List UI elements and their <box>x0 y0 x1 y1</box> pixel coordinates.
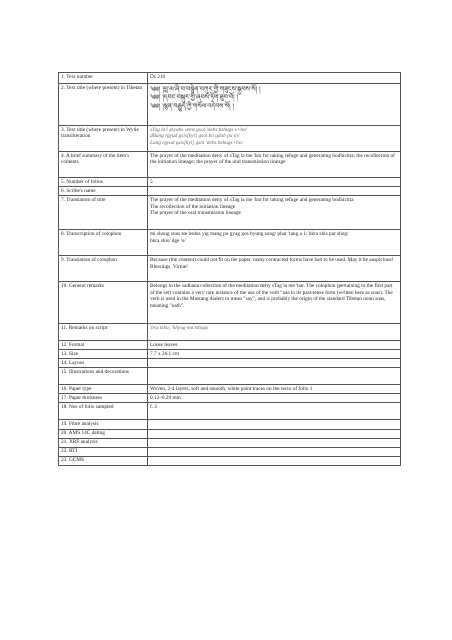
paper-type-text: Woven, 2-4 layers, soft and smooth, white paint traces on the recto of folio 1 <box>150 385 313 392</box>
row-title-translation <box>59 196 401 230</box>
label-text-number: 1. Text number <box>59 73 148 84</box>
format-text: Loose leaves <box>150 341 178 348</box>
value-xrf-analysis <box>148 438 401 447</box>
row-format <box>59 341 401 350</box>
value-colophon-translation <box>148 256 401 282</box>
value-rti <box>148 447 401 456</box>
row-scribe <box>59 187 401 196</box>
title-translation-line-3: The prayer of the oral transmission lineage <box>150 210 241 217</box>
label-ams-dating: 20. AMS 14C dating <box>59 429 148 438</box>
row-fibre-analysis <box>59 420 401 429</box>
row-colophon-translation <box>59 256 401 282</box>
label-folios: 5. Number of folios <box>59 178 148 187</box>
label-rti: 22. RTI <box>59 447 148 456</box>
value-wylie-title <box>148 126 401 152</box>
general-remarks-text: Belongs to the sadhana collection of the meditation deity sTag la me 'bar. The colophon (pertaining to the first part of the set) contains a very rare instance of the use of the verb "nas in its past-tense form (written here as snas). The verb is used in the Mustang dialect to mean "say", and is probably the origin of the standard Tibetan noun snas, meaning "oath". <box>150 282 393 310</box>
value-summary <box>148 152 401 178</box>
label-general-remarks: 10. General remarks <box>59 282 148 324</box>
label-xrf-analysis: 21. XRF analysis <box>59 438 148 447</box>
value-colophon-transcription <box>148 230 401 256</box>
row-gcms <box>59 456 401 465</box>
row-text-number <box>59 73 401 84</box>
value-gcms <box>148 456 401 465</box>
value-fibre-analysis <box>148 420 401 429</box>
label-illustrations: 15. Illustrations and decorations <box>59 368 148 385</box>
value-general-remarks <box>148 282 401 324</box>
value-title-translation <box>148 196 401 230</box>
row-rti <box>59 447 401 456</box>
colophon-transcription-line-2: bkra shis/ dge 'o/ <box>150 237 186 244</box>
colophon-translation-line-2: Blessings. Virtue! <box>150 263 188 270</box>
label-colophon-transcription: 8. Transcription of colophon <box>59 230 148 256</box>
label-layout: 14. Layout <box>59 359 148 368</box>
row-paper-thickness <box>59 394 401 403</box>
label-gcms: 23. GCMS <box>59 456 148 465</box>
row-xrf-analysis <box>59 438 401 447</box>
label-paper-type: 16. Paper type <box>59 385 148 394</box>
title-translation-line-1: The prayer of the meditation deity of sTag la me 'bar for taking refuge and generating bodhicitta <box>150 196 354 203</box>
label-tibetan-title: 2. Text title (where present) in Tibetan <box>59 84 148 126</box>
label-folio-sampled: 18. Nos of folio sampled <box>59 403 148 420</box>
value-folio-sampled <box>148 403 401 420</box>
row-script-remarks <box>59 324 401 341</box>
catalogue-record-table <box>58 72 401 466</box>
row-ams-dating <box>59 429 401 438</box>
colophon-translation-line-1: Because (the content) could not fit on the paper, many contracted forms have had to be used. May it be auspicious! <box>150 256 394 263</box>
paper-thickness-text: 0.12–0.29 mm <box>150 394 181 401</box>
value-script-remarks <box>148 324 401 341</box>
row-wylie-title <box>59 126 401 152</box>
value-line: Ds 216 <box>150 73 166 80</box>
label-scribe: 6. Scribe's name <box>59 187 148 196</box>
value-paper-type <box>148 385 401 394</box>
row-tibetan-title <box>59 84 401 126</box>
value-illustrations <box>148 368 401 385</box>
folios-text: 5 <box>150 178 153 185</box>
row-general-remarks <box>59 282 401 324</box>
label-paper-thickness: 17. Paper thickness <box>59 394 148 403</box>
value-text-number <box>148 73 401 84</box>
value-format <box>148 341 401 350</box>
row-folio-sampled <box>59 403 401 420</box>
value-size <box>148 350 401 359</box>
label-script-remarks: 11. Remarks on script <box>59 324 148 341</box>
value-paper-thickness <box>148 394 401 403</box>
value-tibetan-title <box>148 84 401 126</box>
row-size <box>59 350 401 359</box>
label-colophon-translation: 9. Translation of colophon <box>59 256 148 282</box>
tibetan-title-line-1: ༄༅། །བླ་མ་ཞི་བ་བསྙེན་བཀུར་གྱི་གཟུངས་སྐྱབས་སོ། ། <box>150 84 261 93</box>
row-colophon-transcription <box>59 230 401 256</box>
row-summary <box>59 152 401 178</box>
tibetan-title-line-2: ༄༅། །དབང་བསྐུར་གྱི་ཞབས་ཏོག་ཐུབ་བོ། ། <box>150 93 238 102</box>
wylie-title-line-1: sTag la'i skyabs sems gsol 'debs bzhugs s+ho/ <box>150 126 248 133</box>
row-folios <box>59 178 401 187</box>
label-summary: 4. A brief summary of the item's contents <box>59 152 148 178</box>
value-layout <box>148 359 401 368</box>
label-wylie-title: 3. Text title (where present) in Wylie transliteration <box>59 126 148 152</box>
colophon-transcription-line-1: mi shong snas ste bsdus yig mang po gyag gos byung song/ phar 'tang a 1/ bkra shis par shog/ <box>150 230 349 237</box>
wylie-title-line-3: Lung rgyud gsis[kyi] gsol 'debs bzhugs+ho/ <box>150 140 243 147</box>
title-translation-line-2: The recollection of the initiation lineage <box>150 203 236 210</box>
label-title-translation: 7. Translation of title <box>59 196 148 230</box>
row-paper-type <box>59 385 401 394</box>
wylie-title-line-2: dBang rgyud gsis[kyi] gsal ba gdab pa ni/ <box>150 133 240 140</box>
label-format: 12. Format <box>59 341 148 350</box>
value-folios <box>148 178 401 187</box>
size-text: 7.7 x 26.1 cm <box>150 350 179 357</box>
row-layout <box>59 359 401 368</box>
row-illustrations <box>59 368 401 385</box>
summary-text: The prayer of the meditation deity of sTag la me 'bar for taking refuge and generating bodhicitta; the recollection of the initiation lineage; the prayer of the oral transmission lineage <box>150 152 395 166</box>
value-scribe <box>148 187 401 196</box>
script-remarks-text: 'bru tshu; 'khyug ma tshugs <box>150 324 209 331</box>
tibetan-title-line-3: ༄༅། །སྙན་བརྒྱུད་ཀྱི་གསོལ་འདེབས་སོ། ། <box>150 101 235 110</box>
value-ams-dating <box>148 429 401 438</box>
label-fibre-analysis: 19. Fibre analysis <box>59 420 148 429</box>
folio-sampled-text: f. 2 <box>150 404 158 411</box>
label-size: 13. Size <box>59 350 148 359</box>
